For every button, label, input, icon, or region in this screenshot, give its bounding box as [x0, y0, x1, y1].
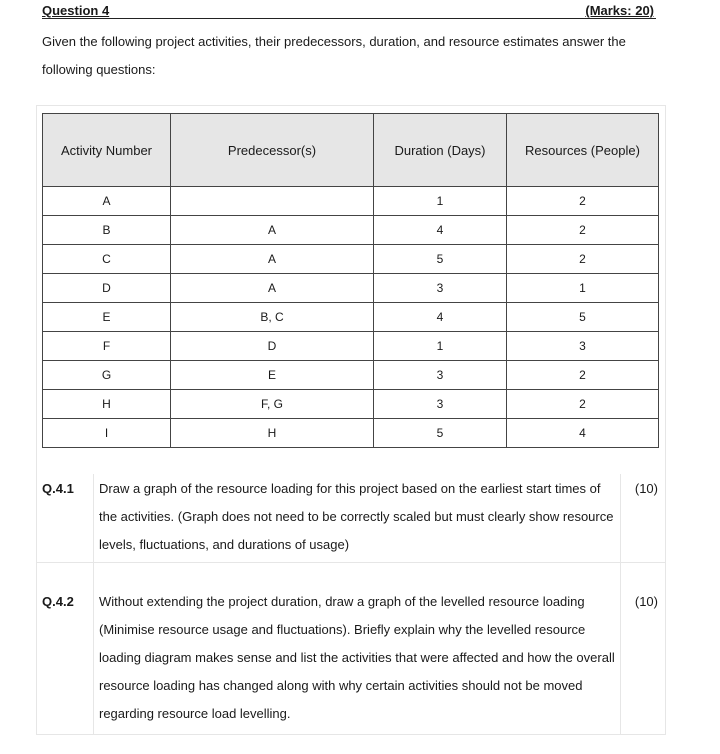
- question-title: Question 4: [42, 3, 110, 18]
- resources-cell: 2: [507, 216, 659, 245]
- predecessor-cell: A: [171, 216, 374, 245]
- frame-line: [93, 474, 94, 734]
- duration-cell: 3: [374, 361, 507, 390]
- resources-cell: 2: [507, 361, 659, 390]
- question-text: Without extending the project duration, draw a graph of the levelled resource loading (Minimise resource usage and fluctuations). Briefly explain why the levelled resource loading diagram makes sense and list the activities that were affected and how the overall resource loading has changed along with why certain activities should not be moved regarding resource load levelling.: [99, 594, 615, 721]
- table-row: [43, 303, 659, 332]
- column-header: Predecessor(s): [171, 114, 374, 187]
- table-row: [43, 361, 659, 390]
- activity-table: [42, 113, 659, 448]
- activity-cell: A: [43, 187, 171, 216]
- predecessor-cell: B, C: [171, 303, 374, 332]
- question-number: Q.4.1: [42, 481, 74, 496]
- column-header: Duration (Days): [374, 114, 507, 187]
- activity-cell: H: [43, 390, 171, 419]
- activity-cell: G: [43, 361, 171, 390]
- activity-cell: F: [43, 332, 171, 361]
- predecessor-cell: [171, 187, 374, 216]
- duration-cell: 1: [374, 187, 507, 216]
- predecessor-cell: D: [171, 332, 374, 361]
- activity-cell: E: [43, 303, 171, 332]
- question-points: (10): [634, 594, 658, 609]
- frame-line: [36, 562, 666, 563]
- resources-cell: 3: [507, 332, 659, 361]
- duration-cell: 3: [374, 390, 507, 419]
- table-row: [43, 187, 659, 216]
- frame-line: [36, 105, 666, 106]
- table-row: [43, 419, 659, 448]
- resources-cell: 5: [507, 303, 659, 332]
- question-marks: (Marks: 20): [585, 3, 654, 18]
- predecessor-cell: A: [171, 274, 374, 303]
- resources-cell: 4: [507, 419, 659, 448]
- column-header: Resources (People): [507, 114, 659, 187]
- duration-cell: 3: [374, 274, 507, 303]
- resources-cell: 1: [507, 274, 659, 303]
- predecessor-cell: A: [171, 245, 374, 274]
- resources-cell: 2: [507, 245, 659, 274]
- intro-text: Given the following project activities, their predecessors, duration, and resource estimates answer the following questions:: [42, 34, 626, 77]
- duration-cell: 4: [374, 303, 507, 332]
- table-row: [43, 390, 659, 419]
- table-row: [43, 216, 659, 245]
- frame-line: [36, 734, 666, 735]
- duration-cell: 5: [374, 419, 507, 448]
- column-header: Activity Number: [43, 114, 171, 187]
- duration-cell: 4: [374, 216, 507, 245]
- activity-cell: D: [43, 274, 171, 303]
- table-header-row: [43, 114, 659, 187]
- activity-cell: C: [43, 245, 171, 274]
- frame-line: [665, 105, 666, 735]
- predecessor-cell: F, G: [171, 390, 374, 419]
- duration-cell: 5: [374, 245, 507, 274]
- table-row: [43, 245, 659, 274]
- question-number: Q.4.2: [42, 594, 74, 609]
- resources-cell: 2: [507, 390, 659, 419]
- resources-cell: 2: [507, 187, 659, 216]
- activity-cell: I: [43, 419, 171, 448]
- table-row: [43, 274, 659, 303]
- duration-cell: 1: [374, 332, 507, 361]
- predecessor-cell: H: [171, 419, 374, 448]
- question-text: Draw a graph of the resource loading for this project based on the earliest start times of the activities. (Graph does not need to be correctly scaled but must clearly show resource levels, fluctuations, and durations of usage): [99, 481, 614, 552]
- table-row: [43, 332, 659, 361]
- question-header: [42, 2, 656, 19]
- predecessor-cell: E: [171, 361, 374, 390]
- activity-cell: B: [43, 216, 171, 245]
- question-points: (10): [634, 481, 658, 496]
- frame-line: [620, 474, 621, 734]
- frame-line: [36, 105, 37, 735]
